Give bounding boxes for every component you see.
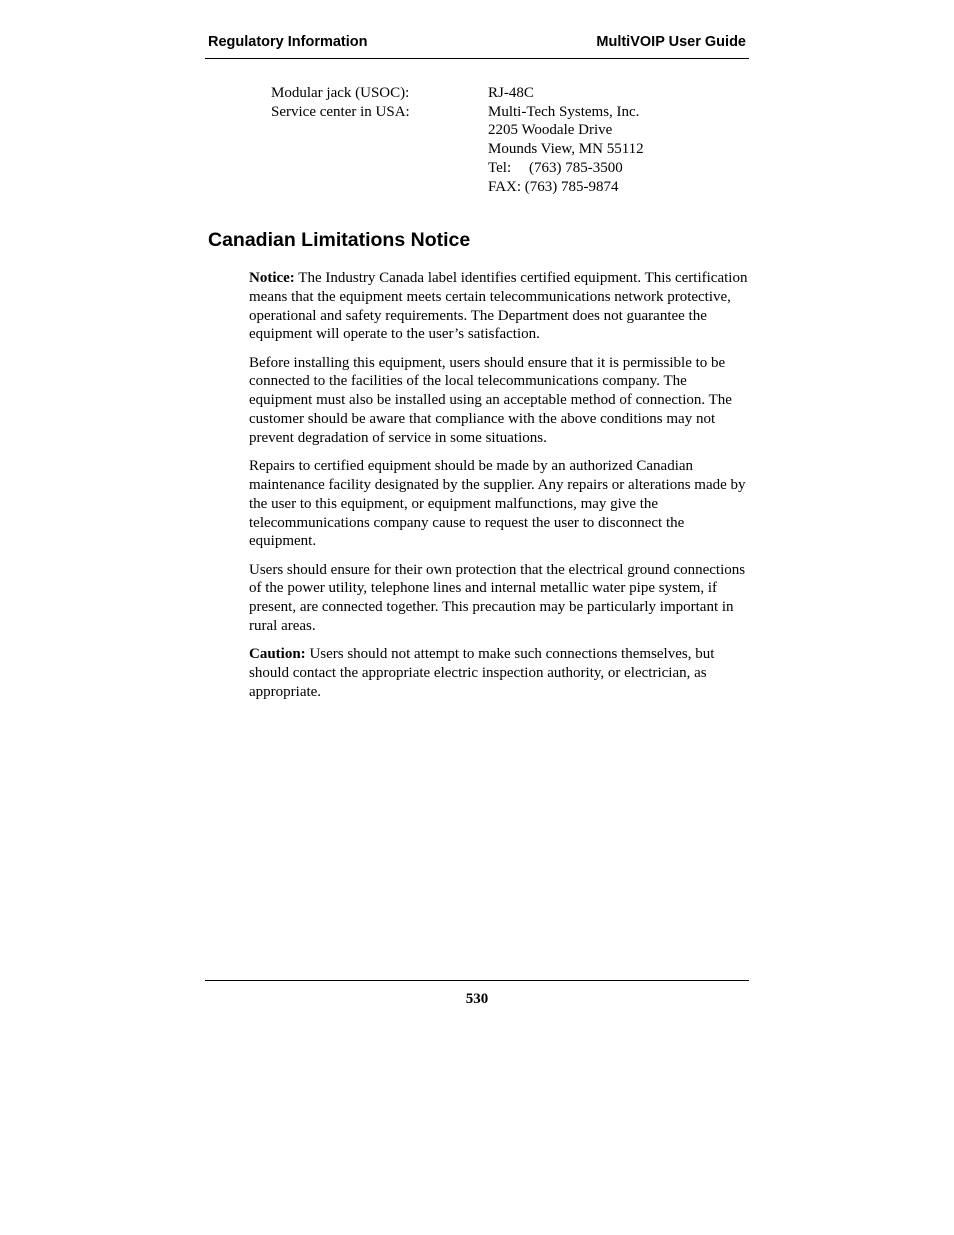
section-heading: Canadian Limitations Notice — [208, 229, 471, 251]
street-address: 2205 Woodale Drive — [488, 122, 613, 139]
caution-paragraph — [249, 645, 749, 701]
telephone-line — [488, 159, 644, 178]
tel-number: (763) 785-3500 — [529, 159, 623, 176]
notice-paragraph — [249, 269, 749, 344]
notice-body — [249, 269, 749, 711]
page-header — [205, 33, 749, 59]
modular-jack-value: RJ-48C — [488, 85, 534, 101]
info-row-service-center — [271, 103, 644, 197]
company-name: Multi-Tech Systems, Inc. — [488, 103, 640, 120]
header-title: MultiVOIP User Guide — [596, 34, 746, 50]
grounding-paragraph: Users should ensure for their own protection that the electrical ground connections of the power utility, telephone lines and internal metallic water pipe system, if present, are connected together. This precaution may be particularly important in rural areas. — [249, 561, 746, 635]
tel-label: Tel: — [488, 159, 512, 176]
contact-info-table — [271, 84, 644, 196]
service-center-label: Service center in USA: — [271, 103, 410, 120]
repairs-paragraph: Repairs to certified equipment should be made by an authorized Canadian maintenance facility designated by the supplier. Any repairs or alterations made by the user to this equipment, or equipment malfunctions, may give the telecommunications company cause to request the user to disconnect the equipment. — [249, 458, 746, 550]
city-address: Mounds View, MN 55112 — [488, 141, 644, 158]
notice-label: Notice: — [249, 270, 295, 286]
footer-divider — [205, 980, 749, 981]
page-number: 530 — [465, 991, 489, 1007]
service-center-address — [488, 103, 644, 197]
notice-text: The Industry Canada label identifies certified equipment. This certification means that the equipment meets certain telecommunications network protective, operational and safety requirements. The Department does not guarantee the equipment will operate to the user’s satisfaction. — [249, 270, 748, 343]
modular-jack-label: Modular jack (USOC): — [271, 85, 410, 101]
caution-text: Users should not attempt to make such connections themselves, but should contact the appropriate electric inspection authority, or electrician, as appropriate. — [249, 646, 715, 700]
fax-line: FAX: (763) 785-9874 — [488, 178, 619, 195]
caution-label: Caution: — [249, 646, 306, 663]
info-row-modular-jack — [271, 84, 644, 103]
installation-paragraph: Before installing this equipment, users should ensure that it is permissible to be connected to the facilities of the local telecommunications company. The equipment must also be installed using an acceptable method of connection. The customer should be aware that compliance with the above conditions may not prevent degradation of service in some situations. — [249, 354, 732, 446]
header-section: Regulatory Information — [208, 34, 368, 50]
